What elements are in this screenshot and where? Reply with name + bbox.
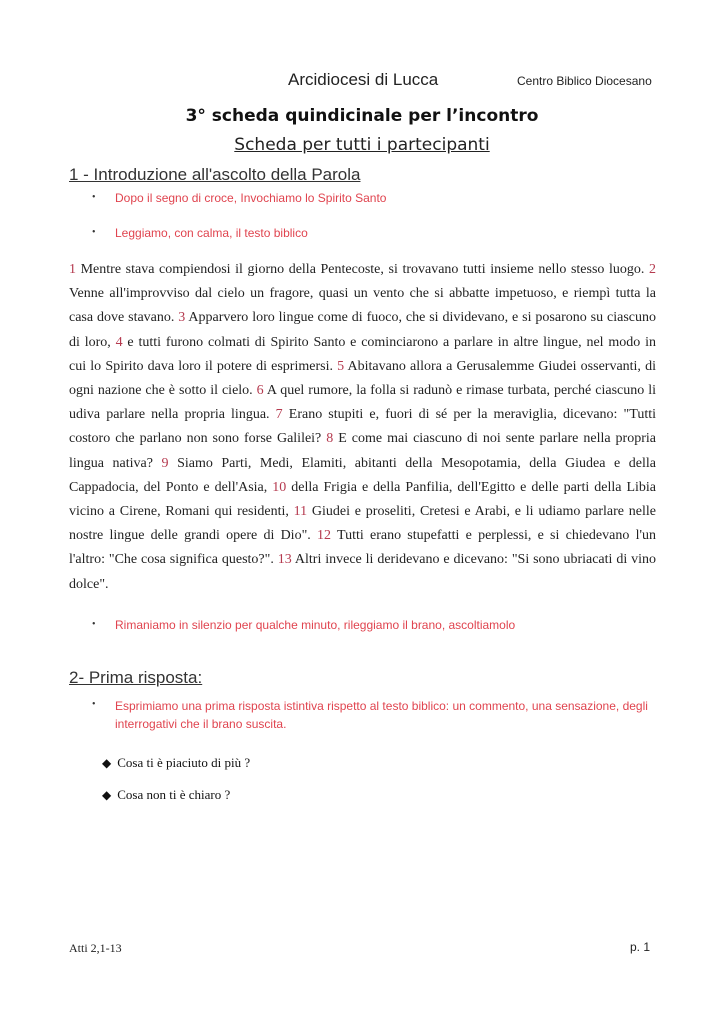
header-organization: Arcidiocesi di Lucca (288, 70, 439, 89)
verse-number: 13 (277, 552, 292, 568)
verse-number: 7 (275, 407, 283, 423)
bullet-dot-icon: • (92, 227, 96, 238)
bullet-dot-icon: • (92, 192, 96, 203)
instruction-invocation: Dopo il segno di croce, Invochiamo lo Spirito Santo (115, 191, 387, 205)
question-item (69, 754, 656, 772)
verse-number: 5 (337, 358, 345, 374)
verse-text: Altri invece li deridevano e dicevano: "Si sono ubriacati di vino dolce". (69, 552, 656, 592)
question-item (69, 786, 656, 804)
instruction-first-response: Esprimiamo una prima risposta istintiva rispetto al testo biblico: un commento, una sensazione, degli interrogativi che il brano suscita. (115, 698, 648, 731)
black-diamond-icon: ◆ (102, 787, 112, 802)
verse-text: E come mai ciascuno di noi sente parlare nella propria lingua nativa? (69, 431, 656, 471)
verse-text: Venne all'improvviso dal cielo un fragore, quasi un vento che si abbatte impetuoso, e riempì tutta la casa dove stavano. (69, 286, 656, 326)
verse-text: Apparvero loro lingue come di fuoco, che si dividevano, e si posarono su ciascuno di loro, (69, 310, 656, 350)
verse-number: 6 (256, 383, 264, 399)
verse-text: Mentre stava compiendosi il giorno della Pentecoste, si trovavano tutti insieme nello stesso luogo. (76, 262, 649, 277)
question-text: Cosa ti è piaciuto di più ? (117, 754, 251, 770)
verse-number: 4 (115, 334, 123, 350)
verse-text: e tutti furono colmati di Spirito Santo e cominciarono a parlare in altre lingue, nel modo in cui lo Spirito dava loro il potere di esprimersi. (69, 334, 656, 374)
section-1-heading: 1 - Introduzione all'ascolto della Parola (69, 165, 361, 184)
instruction-silence: Rimaniamo in silenzio per qualche minuto, rileggiamo il brano, ascoltiamolo (115, 617, 516, 632)
instruction-row (69, 190, 656, 206)
verse-number: 2 (649, 262, 656, 277)
verse-number: 8 (326, 431, 334, 447)
verse-text: Abitavano allora a Gerusalemme Giudei osservanti, di ogni nazione che è sotto il cielo. (69, 358, 656, 399)
verse-number: 1 (69, 262, 76, 277)
bullet-dot-icon: • (92, 618, 96, 630)
verse-text: Erano stupiti e, fuori di sé per la meraviglia, dicevano: "Tutti costoro che parlano non sono forse Galilei? (69, 407, 657, 447)
verse-number: 3 (178, 310, 186, 326)
verse-text: Siamo Parti, Medi, Elamiti, abitanti della Mesopotamia, della Giudea e della Cappadocia, del Ponto e dell'Asia, (69, 455, 656, 495)
verse-number: 12 (317, 528, 332, 544)
verse-text: A quel rumore, la folla si radunò e rimase turbata, perché ciascuno li udiva parlare nella propria lingua. (69, 383, 656, 423)
footer-page-number: p. 1 (629, 940, 650, 954)
page-title: 3° scheda quindicinale per l’incontro (185, 106, 539, 126)
verse-number: 11 (293, 504, 308, 520)
bible-passage (69, 258, 656, 597)
page-footer (69, 940, 650, 958)
instruction-reading: Leggiamo, con calma, il testo biblico (115, 226, 308, 240)
footer-reference: Atti 2,1-13 (69, 941, 122, 955)
verse-text: della Frigia e della Panfilia, dell'Egitto e delle parti della Libia vicino a Cirene, Romani qui residenti, (69, 479, 656, 520)
verse-number: 9 (161, 455, 169, 471)
verse-text: Giudei e proseliti, Cretesi e Arabi, e li udiamo parlare nelle nostre lingue delle grandi opere di Dio". (69, 504, 656, 544)
instruction-row (69, 617, 656, 633)
verse-number: 10 (272, 479, 287, 495)
page-subtitle: Scheda per tutti i partecipanti (234, 135, 490, 155)
bullet-dot-icon: • (92, 698, 96, 710)
header-center: Centro Biblico Diocesano (517, 74, 652, 88)
black-diamond-icon: ◆ (102, 755, 112, 770)
question-text: Cosa non ti è chiaro ? (117, 786, 231, 802)
section-2-heading: 2- Prima risposta: (69, 667, 203, 687)
page-header (69, 70, 656, 94)
verse-text: Tutti erano stupefatti e perplessi, e si chiedevano l'un l'altro: "Che cosa significa questo?". (69, 528, 656, 568)
instruction-row (69, 697, 656, 733)
instruction-row (69, 225, 656, 241)
